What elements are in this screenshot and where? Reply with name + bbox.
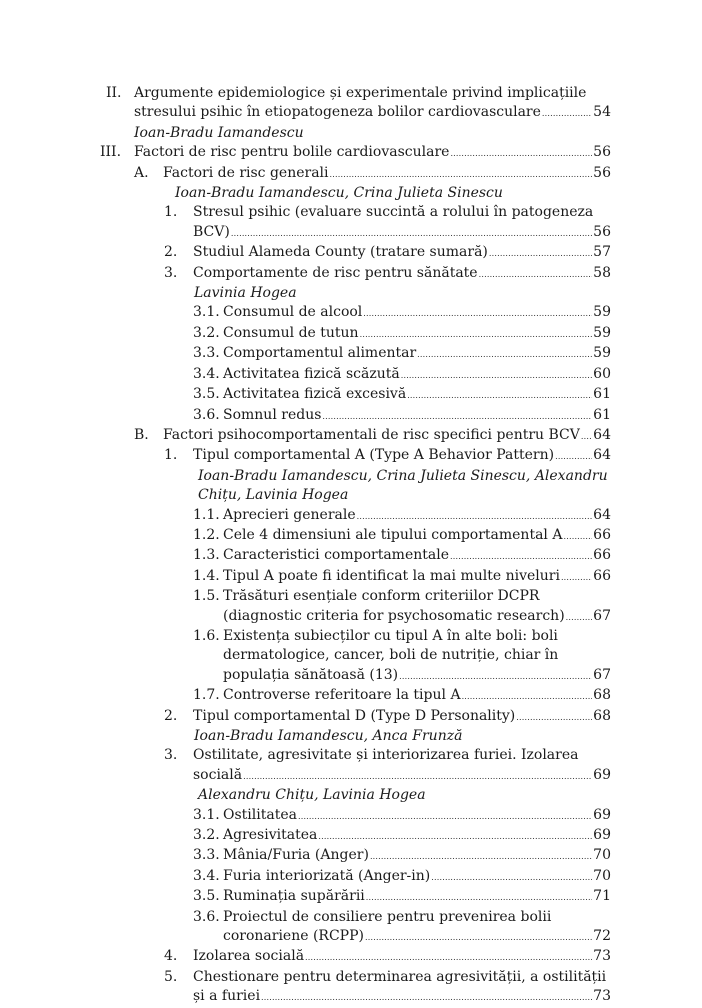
entry-number: 2. bbox=[164, 244, 178, 261]
entry-title: Agresivitatea bbox=[223, 827, 318, 844]
leader-dots bbox=[363, 304, 592, 323]
page-number: 73 bbox=[593, 988, 611, 1005]
toc-entry[interactable] bbox=[0, 968, 702, 1008]
leader-dots bbox=[566, 608, 593, 627]
page-number: 70 bbox=[593, 867, 611, 884]
entry-number: 1.2. bbox=[193, 526, 220, 543]
page-number: 66 bbox=[593, 526, 611, 543]
entry-title: Ostilitatea bbox=[223, 806, 297, 823]
toc-entry[interactable] bbox=[0, 406, 702, 426]
page-number: 69 bbox=[593, 827, 611, 844]
entry-number: 3. bbox=[164, 264, 178, 281]
page-number: 66 bbox=[593, 567, 611, 584]
leader-dots bbox=[581, 427, 592, 446]
toc-entry[interactable] bbox=[0, 143, 702, 163]
page-number: 69 bbox=[593, 806, 611, 823]
leader-dots bbox=[563, 527, 592, 546]
toc-entry[interactable] bbox=[0, 846, 702, 866]
leader-dots bbox=[318, 827, 592, 846]
toc-entry[interactable] bbox=[0, 887, 702, 907]
entry-title: Mânia/Furia (Anger) bbox=[223, 847, 369, 864]
entry-title: Activitatea fizică excesivă bbox=[223, 386, 407, 403]
page-number: 59 bbox=[593, 345, 611, 362]
toc-entry[interactable] bbox=[0, 365, 702, 385]
entry-title-line: Ostilitate, agresivitate și interiorizarea furiei. Izolarea bbox=[193, 747, 579, 764]
toc-entry[interactable] bbox=[0, 826, 702, 846]
author-line: Alexandru Chițu, Lavinia Hogea bbox=[198, 787, 426, 804]
entry-number: 1. bbox=[164, 447, 178, 464]
page-number: 56 bbox=[593, 223, 611, 240]
entry-number: 3.4. bbox=[193, 365, 220, 382]
entry-number: 1.4. bbox=[193, 567, 220, 584]
leader-dots bbox=[231, 224, 592, 243]
page-number: 68 bbox=[593, 687, 611, 704]
page-number: 67 bbox=[593, 607, 611, 624]
page-number: 68 bbox=[593, 707, 611, 724]
page-number: 56 bbox=[593, 144, 611, 161]
leader-dots bbox=[401, 366, 592, 385]
toc-entry[interactable] bbox=[0, 344, 702, 364]
toc-entry[interactable] bbox=[0, 446, 702, 466]
entry-title: Ruminația supărării bbox=[223, 888, 365, 905]
toc-entry[interactable] bbox=[0, 84, 702, 124]
toc-entry[interactable] bbox=[0, 867, 702, 887]
entry-title: Aprecieri generale bbox=[223, 506, 356, 523]
page-number: 69 bbox=[593, 766, 611, 783]
leader-dots bbox=[322, 407, 592, 426]
entry-title-line: Argumente epidemiologice și experimentale privind implicațiile bbox=[134, 85, 587, 101]
leader-dots bbox=[399, 667, 592, 686]
page-number: 61 bbox=[593, 386, 611, 403]
entry-title: Tipul comportamental A (Type A Behavior Pattern) bbox=[193, 447, 555, 464]
leader-dots bbox=[407, 386, 592, 405]
page-number: 73 bbox=[593, 948, 611, 965]
toc-entry[interactable] bbox=[0, 426, 702, 446]
entry-number: 3.5. bbox=[193, 888, 220, 905]
author-line: Ioan-Bradu Iamandescu, Crina Julieta Sinescu, Alexandru bbox=[198, 467, 608, 484]
toc-entry[interactable] bbox=[0, 526, 702, 546]
entry-title-line: Chestionare pentru determinarea agresivității, a ostilității bbox=[193, 968, 607, 985]
entry-number: 1.5. bbox=[193, 588, 220, 605]
toc-entry[interactable] bbox=[0, 243, 702, 263]
entry-title: Comportamente de risc pentru sănătate bbox=[193, 264, 478, 281]
toc-entry[interactable] bbox=[0, 324, 702, 344]
leader-dots bbox=[330, 165, 593, 184]
entry-title: și a furiei bbox=[193, 988, 261, 1005]
entry-number: 1.6. bbox=[193, 627, 220, 644]
entry-number: 3.6. bbox=[193, 908, 220, 925]
page-number: 54 bbox=[593, 104, 611, 121]
table-of-contents bbox=[0, 84, 702, 1008]
entry-number: 3.3. bbox=[193, 345, 220, 362]
leader-dots bbox=[561, 568, 592, 587]
leader-dots bbox=[365, 928, 592, 947]
entry-title: Controverse referitoare la tipul A bbox=[223, 687, 461, 704]
entry-number: II. bbox=[106, 85, 122, 101]
entry-title: Caracteristici comportamentale bbox=[223, 547, 449, 564]
leader-dots bbox=[431, 868, 592, 887]
leader-dots bbox=[450, 547, 592, 566]
toc-entry[interactable] bbox=[0, 567, 702, 587]
entry-number: B. bbox=[134, 426, 149, 443]
toc-entry[interactable] bbox=[0, 947, 702, 967]
leader-dots bbox=[370, 847, 592, 866]
toc-entry[interactable] bbox=[0, 506, 702, 526]
leader-dots bbox=[462, 687, 593, 706]
entry-title: Activitatea fizică scăzută bbox=[223, 365, 400, 382]
entry-number: 3.2. bbox=[193, 324, 220, 341]
leader-dots bbox=[243, 767, 592, 786]
entry-title: Comportamentul alimentar bbox=[223, 345, 417, 362]
entry-number: A. bbox=[134, 164, 149, 181]
entry-number: 3.5. bbox=[193, 386, 220, 403]
leader-dots bbox=[489, 244, 592, 263]
page-number: 57 bbox=[593, 244, 611, 261]
page-number: 58 bbox=[593, 264, 611, 281]
leader-dots bbox=[298, 807, 592, 826]
page-number: 64 bbox=[593, 447, 611, 464]
toc-entry[interactable] bbox=[0, 707, 702, 727]
leader-dots bbox=[417, 345, 592, 364]
toc-entry[interactable] bbox=[0, 546, 702, 566]
entry-number: III. bbox=[100, 144, 122, 161]
page-number: 64 bbox=[593, 506, 611, 523]
entry-title: Cele 4 dimensiuni ale tipului comportamental A bbox=[223, 526, 563, 543]
entry-title: Furia interiorizată (Anger-in) bbox=[223, 867, 431, 884]
toc-entry[interactable] bbox=[0, 806, 702, 826]
page-number: 71 bbox=[593, 888, 611, 905]
entry-title: stresului psihic în etiopatogeneza bolilor cardiovasculare bbox=[134, 104, 541, 121]
entry-title: populația sănătoasă (13) bbox=[223, 666, 399, 683]
entry-title: Tipul comportamental D (Type D Personality) bbox=[193, 707, 516, 724]
toc-entry[interactable] bbox=[0, 746, 702, 786]
entry-title-line: Trăsături esențiale conform criteriilor DCPR bbox=[223, 588, 540, 605]
entry-title-line: Stresul psihic (evaluare succintă a rolului în patogeneza bbox=[193, 204, 594, 221]
toc-entry[interactable] bbox=[0, 303, 702, 323]
page-number: 59 bbox=[593, 304, 611, 321]
leader-dots bbox=[516, 708, 592, 727]
toc-entry[interactable] bbox=[0, 627, 702, 686]
entry-number: 1.7. bbox=[193, 687, 220, 704]
entry-number: 2. bbox=[164, 707, 178, 724]
toc-entry[interactable] bbox=[0, 587, 702, 627]
page-number: 70 bbox=[593, 847, 611, 864]
entry-title: Somnul redus bbox=[223, 406, 322, 423]
entry-number: 3.1. bbox=[193, 806, 220, 823]
toc-entry[interactable] bbox=[0, 264, 702, 284]
entry-title: coronariene (RCPP) bbox=[223, 928, 364, 945]
toc-entry[interactable] bbox=[0, 686, 702, 706]
author-line: Ioan-Bradu Iamandescu bbox=[134, 124, 304, 141]
entry-number: 3.3. bbox=[193, 847, 220, 864]
entry-number: 3.2. bbox=[193, 827, 220, 844]
entry-title: Factori de risc generali bbox=[163, 164, 329, 181]
leader-dots bbox=[479, 265, 593, 284]
page-number: 66 bbox=[593, 547, 611, 564]
leader-dots bbox=[261, 988, 592, 1007]
entry-title: Consumul de alcool bbox=[223, 304, 363, 321]
page-number: 59 bbox=[593, 324, 611, 341]
entry-number: 3.1. bbox=[193, 304, 220, 321]
entry-title: BCV) bbox=[193, 223, 230, 240]
entry-title: Factori de risc pentru bolile cardiovasculare bbox=[134, 144, 450, 161]
leader-dots bbox=[357, 507, 593, 526]
entry-title-line: Proiectul de consiliere pentru prevenirea bolii bbox=[223, 908, 552, 925]
page-number: 72 bbox=[593, 928, 611, 945]
entry-title: Factori psihocomportamentali de risc specifici pentru BCV bbox=[163, 426, 580, 443]
entry-number: 5. bbox=[164, 968, 178, 985]
entry-number: 3.4. bbox=[193, 867, 220, 884]
entry-number: 4. bbox=[164, 948, 178, 965]
leader-dots bbox=[305, 948, 592, 967]
entry-title: Consumul de tutun bbox=[223, 324, 359, 341]
entry-title: (diagnostic criteria for psychosomatic research) bbox=[223, 607, 565, 624]
leader-dots bbox=[450, 144, 592, 163]
toc-entry[interactable] bbox=[0, 203, 702, 243]
entry-number: 1. bbox=[164, 204, 178, 221]
entry-title: socială bbox=[193, 766, 243, 783]
entry-title-line: dermatologice, cancer, boli de nutriție, chiar în bbox=[223, 647, 559, 664]
author-line: Lavinia Hogea bbox=[194, 285, 297, 302]
leader-dots bbox=[360, 325, 593, 344]
leader-dots bbox=[366, 888, 592, 907]
page-number: 61 bbox=[593, 406, 611, 423]
entry-title-line: Existența subiecților cu tipul A în alte boli: boli bbox=[223, 627, 558, 644]
entry-title: Tipul A poate fi identificat la mai multe niveluri bbox=[223, 567, 560, 584]
entry-number: 3. bbox=[164, 747, 178, 764]
page-number: 56 bbox=[593, 164, 611, 181]
entry-number: 1.3. bbox=[193, 547, 220, 564]
entry-number: 3.6. bbox=[193, 406, 220, 423]
leader-dots bbox=[542, 104, 592, 123]
author-line: Ioan-Bradu Iamandescu, Crina Julieta Sinescu bbox=[175, 185, 503, 202]
toc-entry[interactable] bbox=[0, 164, 702, 184]
entry-number: 1.1. bbox=[193, 506, 220, 523]
author-line: Ioan-Bradu Iamandescu, Anca Frunză bbox=[194, 728, 463, 744]
author-line: Chițu, Lavinia Hogea bbox=[198, 487, 349, 504]
leader-dots bbox=[555, 447, 592, 466]
page-number: 67 bbox=[593, 666, 611, 683]
toc-entry[interactable] bbox=[0, 385, 702, 405]
page-number: 64 bbox=[593, 426, 611, 443]
page-number: 60 bbox=[593, 365, 611, 382]
toc-entry[interactable] bbox=[0, 908, 702, 948]
entry-title: Izolarea socială bbox=[193, 948, 305, 965]
entry-title: Studiul Alameda County (tratare sumară) bbox=[193, 244, 488, 261]
